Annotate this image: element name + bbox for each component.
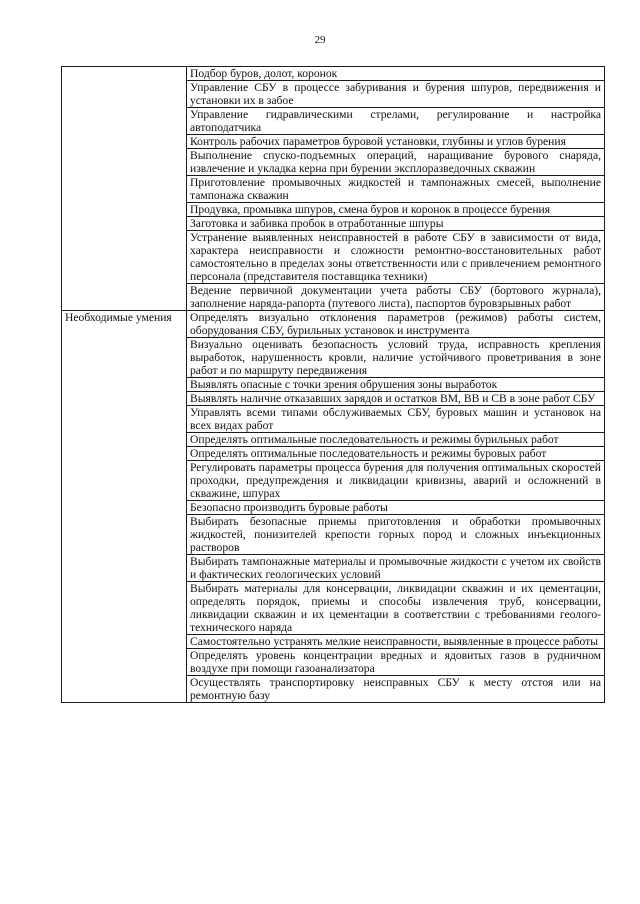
table-row (62, 311, 605, 338)
requirements-table-body (62, 67, 605, 703)
requirements-table (61, 66, 605, 703)
requirement-item: Контроль рабочих параметров буровой установки, глубины и углов бурения (187, 135, 605, 149)
requirement-item: Заготовка и забивка пробок в отработанные шпуры (187, 217, 605, 231)
requirement-item: Управление гидравлическими стрелами, регулирование и настройка автоподатчика (187, 108, 605, 135)
requirement-item: Безопасно производить буровые работы (187, 501, 605, 515)
requirement-item: Управлять всеми типами обслуживаемых СБУ, буровых машин и установок на всех видах работ (187, 406, 605, 433)
requirement-item: Выявлять опасные с точки зрения обрушения зоны выработок (187, 378, 605, 392)
requirement-item: Регулировать параметры процесса бурения для получения оптимальных скоростей проходки, предупреждения и ликвидации кривизны, аварий и осложнений в скважине, шпурах (187, 461, 605, 501)
page-number: 29 (314, 34, 326, 46)
section-label: Необходимые умения (62, 311, 187, 703)
requirement-item: Управление СБУ в процессе забуривания и бурения шпуров, передвижения и установки их в забое (187, 81, 605, 108)
requirement-item: Продувка, промывка шпуров, смена буров и коронок в процессе бурения (187, 203, 605, 217)
requirement-item: Устранение выявленных неисправностей в работе СБУ в зависимости от вида, характера неисправности и сложности ремонтно-восстановительных работ самостоятельно в пределах зоны ответственности или с привлечением ремонтного персонала (представителя поставщика техники) (187, 231, 605, 284)
requirement-item: Визуально оценивать безопасность условий труда, исправность крепления выработок, нарушенность кровли, наличие устойчивого проветривания в зоне работ и по маршруту передвижения (187, 338, 605, 378)
requirement-item: Определять уровень концентрации вредных и ядовитых газов в рудничном воздухе при помощи газоанализатора (187, 649, 605, 676)
requirement-item: Выполнение спуско-подъемных операций, наращивание бурового снаряда, извлечение и укладка керна при бурении эксплоразведочных скважин (187, 149, 605, 176)
requirement-item: Определять визуально отклонения параметров (режимов) работы систем, оборудования СБУ, бурильных установок и инструмента (187, 311, 605, 338)
requirement-item: Выбирать материалы для консервации, ликвидации скважин и их цементации, определять порядок, приемы и способы извлечения труб, консервации, ликвидации скважин и их цементации в соответствии с требованиями геолого-технического наряда (187, 582, 605, 635)
requirement-item: Выбирать тампонажные материалы и промывочные жидкости с учетом их свойств и фактических геологических условий (187, 555, 605, 582)
requirement-item: Определять оптимальные последовательность и режимы буровых работ (187, 447, 605, 461)
section-label (62, 67, 187, 311)
table-row (62, 67, 605, 81)
requirement-item: Самостоятельно устранять мелкие неисправности, выявленные в процессе работы (187, 635, 605, 649)
requirement-item: Ведение первичной документации учета работы СБУ (бортового журнала), заполнение наряда-рапорта (путевого листа), паспортов буровзрывных работ (187, 284, 605, 311)
requirement-item: Выявлять наличие отказавших зарядов и остатков ВМ, ВВ и СВ в зоне работ СБУ (187, 392, 605, 406)
requirement-item: Приготовление промывочных жидкостей и тампонажных смесей, выполнение тампонажа скважин (187, 176, 605, 203)
requirement-item: Подбор буров, долот, коронок (187, 67, 605, 81)
requirement-item: Осуществлять транспортировку неисправных СБУ к месту отстоя или на ремонтную базу (187, 676, 605, 703)
requirement-item: Определять оптимальные последовательность и режимы бурильных работ (187, 433, 605, 447)
requirement-item: Выбирать безопасные приемы приготовления и обработки промывочных жидкостей, понизителей крепости горных пород и сложных инъекционных растворов (187, 515, 605, 555)
